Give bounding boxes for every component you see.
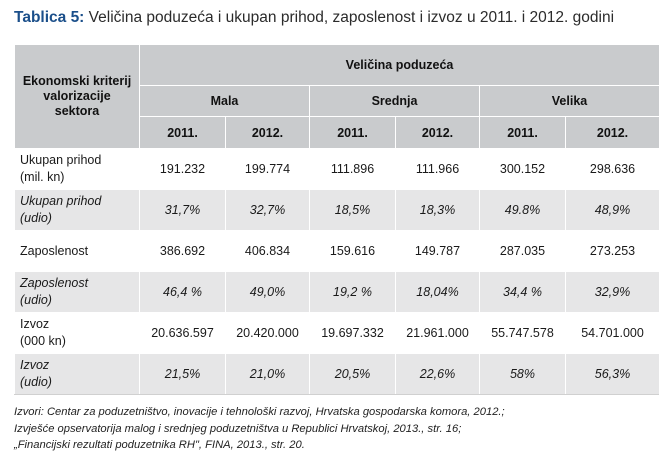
table-cell: 34,4 %	[480, 272, 566, 313]
table-cell: 19,2 %	[310, 272, 396, 313]
data-table	[14, 44, 660, 395]
table-cell: 46,4 %	[140, 272, 226, 313]
table-number: Tablica 5:	[14, 9, 85, 26]
table-cell: 58%	[480, 354, 566, 395]
table-cell: 191.232	[140, 149, 226, 190]
table-cell: 20.636.597	[140, 313, 226, 354]
table-cell: 32,9%	[566, 272, 660, 313]
table-cell: 111.896	[310, 149, 396, 190]
row-label: Ukupan prihod (udio)	[15, 190, 140, 231]
table-cell: 21.961.000	[396, 313, 480, 354]
table-bottom-divider	[14, 394, 659, 395]
table-cell: 21,5%	[140, 354, 226, 395]
table-cell: 49.8%	[480, 190, 566, 231]
table-cell: 298.636	[566, 149, 660, 190]
table-cell: 49,0%	[226, 272, 310, 313]
table-cell: 55.747.578	[480, 313, 566, 354]
table-cell: 199.774	[226, 149, 310, 190]
table-cell: 300.152	[480, 149, 566, 190]
group-header-srednja: Srednja	[310, 86, 480, 117]
table-cell: 406.834	[226, 231, 310, 272]
group-header-velika: Velika	[480, 86, 660, 117]
size-header: Veličina poduzeća	[140, 45, 660, 86]
row-label: Izvoz (000 kn)	[15, 313, 140, 354]
table-cell: 149.787	[396, 231, 480, 272]
table-cell: 31,7%	[140, 190, 226, 231]
table-row	[15, 190, 660, 231]
table-title	[14, 9, 614, 27]
table-row	[15, 354, 660, 395]
year-header: 2012.	[396, 117, 480, 149]
row-label: Izvoz (udio)	[15, 354, 140, 395]
year-header: 2011.	[480, 117, 566, 149]
source-line: Izvori: Centar za poduzetništvo, inovacije i tehnološki razvoj, Hrvatska gospodarska komora, 2012.;	[14, 406, 505, 418]
row-label: Zaposlenost (udio)	[15, 272, 140, 313]
year-header: 2012.	[566, 117, 660, 149]
source-line: Izvješće opservatorija malog i srednjeg poduzetništva u Republici Hrvatskoj, 2013., str. 16;	[14, 422, 462, 435]
year-header: 2011.	[310, 117, 396, 149]
table-cell: 56,3%	[566, 354, 660, 395]
table-row	[15, 313, 660, 354]
table-cell: 19.697.332	[310, 313, 396, 354]
table-cell: 273.253	[566, 231, 660, 272]
table-caption: Veličina poduzeća i ukupan prihod, zaposlenost i izvoz u 2011. i 2012. godini	[88, 9, 615, 26]
table-cell: 18,04%	[396, 272, 480, 313]
table-cell: 54.701.000	[566, 313, 660, 354]
table-cell: 22,6%	[396, 354, 480, 395]
table-cell: 32,7%	[226, 190, 310, 231]
table-cell: 159.616	[310, 231, 396, 272]
sources-note	[14, 404, 505, 454]
row-label: Zaposlenost	[15, 231, 140, 272]
table-cell: 111.966	[396, 149, 480, 190]
table-cell: 48,9%	[566, 190, 660, 231]
table-row	[15, 231, 660, 272]
table-cell: 386.692	[140, 231, 226, 272]
table-row	[15, 149, 660, 190]
table-cell: 287.035	[480, 231, 566, 272]
table-cell: 18,5%	[310, 190, 396, 231]
source-line: „Financijski rezultati poduzetnika RH", FINA, 2013., str. 20.	[14, 439, 305, 451]
table-cell: 20,5%	[310, 354, 396, 395]
table-cell: 21,0%	[226, 354, 310, 395]
table-row	[15, 272, 660, 313]
row-label: Ukupan prihod (mil. kn)	[15, 149, 140, 190]
year-header: 2011.	[140, 117, 226, 149]
table-cell: 20.420.000	[226, 313, 310, 354]
criteria-header: Ekonomski kriterij valorizacije sektora	[15, 45, 140, 149]
group-header-mala: Mala	[140, 86, 310, 117]
year-header: 2012.	[226, 117, 310, 149]
table-cell: 18,3%	[396, 190, 480, 231]
